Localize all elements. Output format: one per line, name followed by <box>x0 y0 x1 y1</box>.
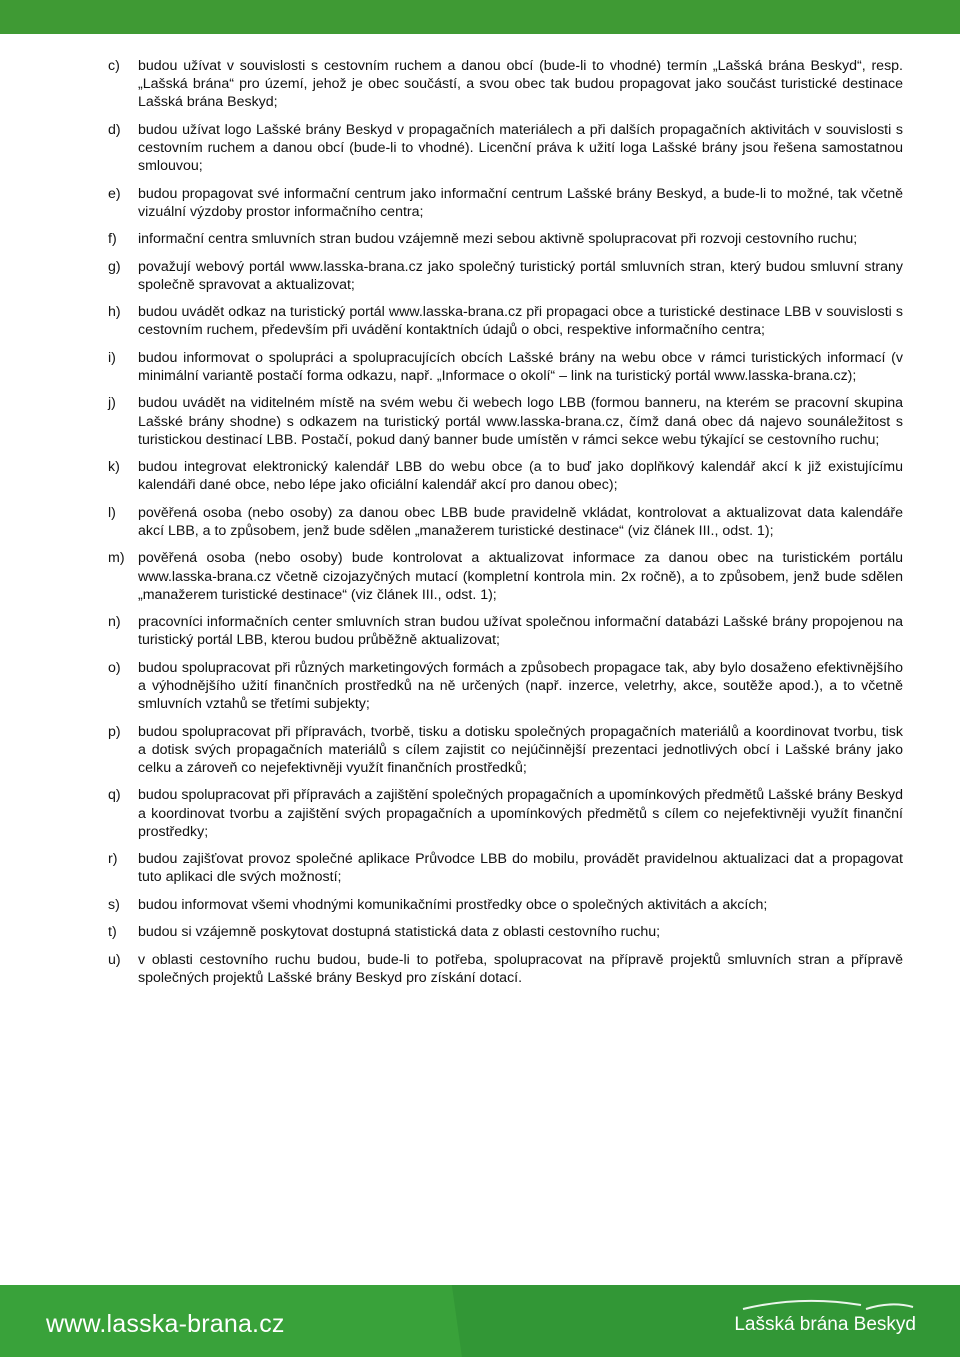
list-item-label: q) <box>108 787 121 804</box>
top-green-bar <box>0 0 960 34</box>
list-item-text: informační centra smluvních stran budou vzájemně mezi sebou aktivně spolupracovat při rozvoji cestovního ruchu; <box>138 231 858 248</box>
list-item-s <box>108 896 903 914</box>
list-item-label: l) <box>108 504 116 521</box>
list-item-text: budou uvádět odkaz na turistický portál www.lasska-brana.cz při propagaci obce a turistické destinace LBB v souvislosti s cestovním ruchem, především při uvádění kontaktních údajů o obci, respektive informačního centra; <box>138 304 903 339</box>
list-item-label: u) <box>108 951 121 968</box>
list-item-m <box>108 549 903 604</box>
list-item-label: t) <box>108 924 117 941</box>
list-content <box>108 57 903 996</box>
list-item-label: s) <box>108 896 120 913</box>
list-item-label: p) <box>108 723 121 740</box>
list-item-label: h) <box>108 304 121 321</box>
brand-logo-arc-icon <box>741 1299 916 1311</box>
list-item-label: o) <box>108 659 121 676</box>
list-item-q <box>108 786 903 841</box>
list-item-text: v oblasti cestovního ruchu budou, bude-li to potřeba, spolupracovat na přípravě projektů smluvních stran a přípravě společných projektů Lašské brány Beskyd pro získání dotací. <box>138 951 903 986</box>
list-item-text: budou užívat logo Lašské brány Beskyd v propagačních materiálech a při dalších propagačních aktivitách v souvislosti s cestovním ruchem a danou obcí (bude-li to vhodné). Licenční práva k užití loga Lašské brány jsou řešena samostatnou smlouvou; <box>138 121 903 175</box>
list-item-label: d) <box>108 121 121 138</box>
list-item-label: r) <box>108 851 118 868</box>
list-item-l <box>108 504 903 540</box>
list-item-d <box>108 121 903 176</box>
list-item-text: budou uvádět na viditelném místě na svém webu či webech logo LBB (formou banneru, na kterém se pracovní skupina Lašské brány shodne) s odkazem na turistický portál www.lasska-brana.cz, čímž daná obec dá najevo sounáležitost s turistickou destinací LBB. Postačí, pokud daný banner bude umístěn v rámci sekce webu týkající se cestovního ruchu; <box>138 395 903 448</box>
list-item-text: budou užívat v souvislosti s cestovním ruchem a danou obcí (bude-li to vhodné) termín „Lašská brána Beskyd“, resp. „Lašská brána“ pro území, jehož je obec součástí, a svou obec tak budou propagovat jako součást turistické destinace Lašská brána Beskyd; <box>138 58 903 111</box>
list-item-i <box>108 349 903 385</box>
list-item-p <box>108 723 903 778</box>
list-item-n <box>108 613 903 649</box>
list-item-label: n) <box>108 614 121 631</box>
list-item-text: budou spolupracovat při přípravách, tvorbě, tisku a dotisku společných propagačních materiálů a koordinovat tvorbu, tisk a dotisk svých propagačních materiálů s cílem zajistit co nejúčinnější prezentaci jednotlivých obcí i Lašské brány jako celku a zároveň co nejefektivněji využít finančních prostředků; <box>138 723 903 776</box>
list-item-c <box>108 57 903 112</box>
list-item-text: považují webový portál www.lasska-brana.cz jako společný turistický portál smluvních stran, který budou smluvní strany společně spravovat a aktualizovat; <box>138 258 903 293</box>
list-item-text: budou si vzájemně poskytovat dostupná statistická data z oblasti cestovního ruchu; <box>138 924 661 941</box>
list-item-text: budou zajišťovat provoz společné aplikace Průvodce LBB do mobilu, provádět pravidelnou aktualizaci dat a propagovat tuto aplikaci dle svých možností; <box>138 851 903 886</box>
list-item-r <box>108 850 903 886</box>
list-item-t <box>108 923 903 941</box>
list-item-o <box>108 659 903 714</box>
list-item-f <box>108 230 903 248</box>
list-item-label: k) <box>108 459 120 476</box>
footer-banner <box>0 1285 960 1357</box>
footer-website-url[interactable]: www.lasska-brana.cz <box>46 1310 285 1338</box>
list-item-j <box>108 394 903 449</box>
list-item-label: i) <box>108 349 116 366</box>
list-item-e <box>108 185 903 221</box>
list-item-label: m) <box>108 550 125 567</box>
list-item-text: pracovníci informačních center smluvních stran budou užívat společnou informační databázi Lašské brány propojenou na turistický portál LBB, kterou budou průběžně aktualizovat; <box>138 614 903 649</box>
list-item-u <box>108 951 903 987</box>
brand-logo-text: Lašská brána Beskyd <box>734 1314 916 1335</box>
list-item-text: budou spolupracovat při přípravách a zajištění společných propagačních a upomínkových předmětů Lašské brány Beskyd a koordinovat tvorbu a zajištění svých propagačních a upomínkových předmětů s cílem co nejefektivněji využít finanční prostředky; <box>138 787 903 840</box>
list-item-label: g) <box>108 258 121 275</box>
list-item-k <box>108 458 903 494</box>
list-item-text: budou informovat všemi vhodnými komunikačními prostředky obce o společných aktivitách a akcích; <box>138 896 768 913</box>
list-item-text: budou propagovat své informační centrum jako informační centrum Lašské brány Beskyd, a bude-li to možné, tak včetně vizuální výzdoby prostor informačního centra; <box>138 185 903 220</box>
list-item-label: f) <box>108 231 117 248</box>
list-item-text: pověřená osoba (nebo osoby) bude kontrolovat a aktualizovat informace za danou obec na turistickém portálu www.lasska-brana.cz včetně cizojazyčných mutací (kompletní kontrola min. 2x ročně), a to způsobem, jenž bude sdělen „manažerem turistické destinace“ (viz článek III., odst. 1); <box>138 550 903 603</box>
list-item-text: pověřená osoba (nebo osoby) za danou obec LBB bude pravidelně vkládat, kontrolovat a aktualizovat data kalendáře akcí LBB, a to způsobem, jenž bude sdělen „manažerem turistické destinace“ (viz článek III., odst. 1); <box>138 504 903 539</box>
list-item-text: budou spolupracovat při různých marketingových formách a způsobech propagace tak, aby bylo dosaženo efektivnějšího a výhodnějšího užití finančních prostředků na ně určených (např. inzerce, veletrhy, akce, soutěže apod.), a to včetně smluvních vztahů se třetími subjekty; <box>138 659 903 713</box>
list-item-text: budou integrovat elektronický kalendář LBB do webu obce (a to buď jako doplňkový kalendář akcí k již existujícímu kalendáři dané obce, nebo lépe jako oficiální kalendář akcí pro danou obec); <box>138 459 903 494</box>
list-item-g <box>108 258 903 294</box>
list-item-label: j) <box>108 395 116 412</box>
list-item-text: budou informovat o spolupráci a spolupracujících obcích Lašské brány na webu obce v rámci turistických informací (v minimální variantě postačí forma odkazu, např. „Informace o okolí“ – link na turistický portál www.lasska-brana.cz); <box>138 349 903 384</box>
list-item-h <box>108 303 903 339</box>
list-item-label: c) <box>108 58 120 74</box>
list-item-label: e) <box>108 185 121 202</box>
